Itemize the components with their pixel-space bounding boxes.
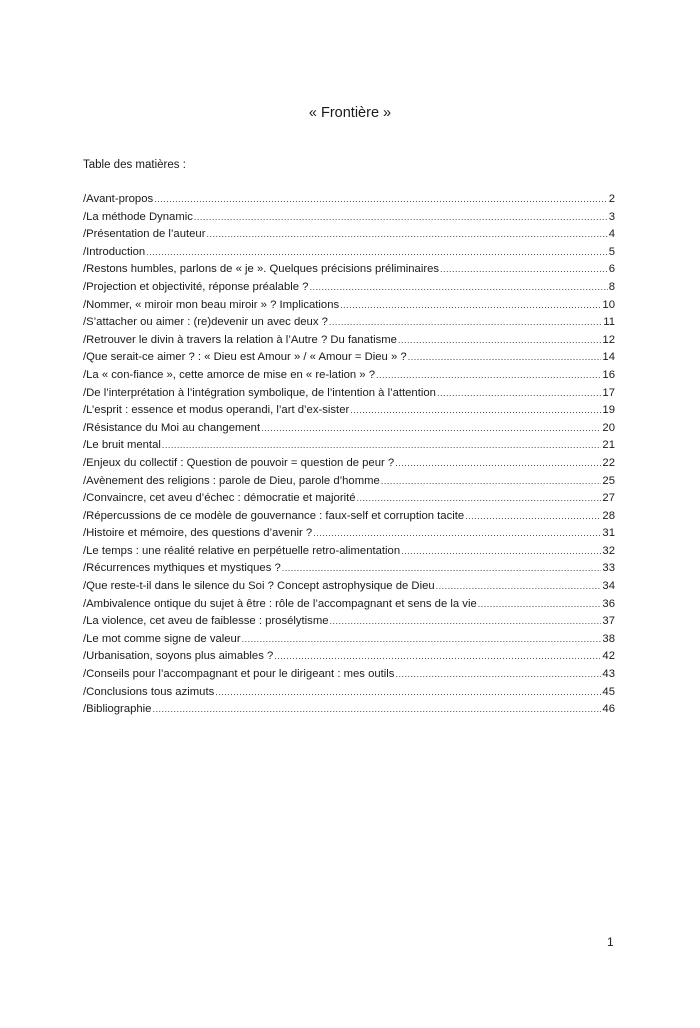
toc-leader-dots — [440, 264, 608, 274]
toc-leader-dots — [309, 282, 607, 292]
page-number: 1 — [607, 935, 614, 949]
toc-entry — [83, 281, 615, 299]
toc-entry — [83, 351, 615, 369]
toc-entry — [83, 510, 615, 528]
toc-entry — [83, 228, 615, 246]
toc-entry-page: 17 — [602, 386, 615, 399]
toc-entry-page: 5 — [608, 245, 615, 258]
toc-entry-page: 2 — [608, 193, 615, 205]
toc-entry — [83, 439, 615, 457]
toc-entry-title: /Convaincre, cet aveu d’échec : démocratie et majorité — [83, 492, 356, 505]
toc-entry — [83, 263, 615, 281]
toc-leader-dots — [152, 704, 601, 714]
toc-entry-page: 14 — [602, 351, 615, 364]
toc-entry-page: 19 — [602, 404, 615, 417]
toc-entry-title: /Le mot comme signe de valeur — [83, 632, 241, 645]
toc-entry-title: /Répercussions de ce modèle de gouvernance : faux-self et corruption tacite — [83, 509, 465, 522]
toc-entry-title: /Nommer, « miroir mon beau miroir » ? Implications — [83, 298, 340, 311]
toc-entry — [83, 211, 615, 229]
toc-entry-page: 10 — [602, 298, 615, 311]
toc-leader-dots — [398, 335, 601, 345]
toc-leader-dots — [162, 440, 602, 450]
toc-leader-dots — [350, 405, 601, 415]
toc-leader-dots — [478, 599, 602, 609]
toc-entry-title: /Que serait-ce aimer ? : « Dieu est Amour » / « Amour = Dieu » ? — [83, 351, 407, 364]
toc-entry-title: /Le temps : une réalité relative en perpétuelle retro-alimentation — [83, 544, 401, 557]
toc-entry-title: /Que reste-t-il dans le silence du Soi ? Concept astrophysique de Dieu — [83, 580, 435, 593]
toc-entry-page: 20 — [602, 421, 615, 434]
toc-entry — [83, 527, 615, 545]
toc-entry-page: 8 — [608, 280, 615, 293]
toc-entry-page: 25 — [602, 474, 615, 487]
toc-leader-dots — [437, 388, 601, 398]
toc-entry — [83, 404, 615, 422]
toc-leader-dots — [206, 229, 607, 239]
toc-entry-page: 38 — [602, 632, 615, 645]
toc-leader-dots — [261, 423, 601, 433]
toc-entry — [83, 475, 615, 493]
toc-entry-page: 11 — [603, 316, 615, 329]
toc-leader-dots — [194, 212, 608, 222]
toc-entry-title: /Récurrences mythiques et mystiques ? — [83, 562, 281, 575]
toc-entry-page: 37 — [602, 615, 615, 628]
toc-entry — [83, 387, 615, 405]
toc-entry-title: /Bibliographie — [83, 703, 152, 716]
toc-entry — [83, 334, 615, 352]
toc-leader-dots — [329, 317, 602, 327]
toc-entry-page: 4 — [608, 228, 615, 241]
toc-leader-dots — [154, 194, 608, 204]
toc-leader-dots — [465, 511, 601, 521]
toc-entry-page: 45 — [602, 685, 615, 698]
toc-leader-dots — [381, 476, 602, 486]
toc-entry — [83, 246, 615, 264]
toc-entry-title: /Introduction — [83, 245, 146, 258]
toc-entry-title: /Le bruit mental — [83, 439, 161, 452]
toc-entry — [83, 369, 615, 387]
toc-entry — [83, 299, 615, 317]
toc-entry-page: 3 — [608, 210, 615, 223]
toc-entry-title: /Conclusions tous azimuts — [83, 685, 215, 698]
toc-entry-page: 32 — [602, 544, 615, 557]
toc-entry — [83, 457, 615, 475]
toc-entry — [83, 598, 615, 616]
toc-entry — [83, 422, 615, 440]
toc-leader-dots — [408, 352, 602, 362]
toc-entry-page: 42 — [602, 650, 615, 663]
toc-entry-title: /Restons humbles, parlons de « je ». Quelques précisions préliminaires — [83, 263, 440, 276]
toc-entry-title: /S’attacher ou aimer : (re)devenir un avec deux ? — [83, 316, 328, 329]
toc-leader-dots — [274, 651, 601, 661]
toc-entry-title: /La méthode Dynamic — [83, 210, 193, 223]
toc-entry — [83, 703, 615, 721]
toc-entry-title: /De l’interprétation à l’intégration symbolique, de l’intention à l’attention — [83, 386, 436, 399]
toc-entry-page: 28 — [602, 509, 615, 522]
toc-leader-dots — [340, 300, 601, 310]
toc-entry-title: /Avant-propos — [83, 193, 154, 205]
toc-leader-dots — [395, 458, 601, 468]
toc-entry-page: 27 — [602, 492, 615, 505]
toc-entry-title: /Projection et objectivité, réponse préalable ? — [83, 280, 309, 293]
toc-heading: Table des matières : — [83, 159, 186, 171]
toc-entry-title: /Conseils pour l’accompagnant et pour le dirigeant : mes outils — [83, 668, 395, 681]
toc-leader-dots — [357, 493, 602, 503]
toc-entry — [83, 193, 615, 211]
toc-entry — [83, 316, 615, 334]
toc-entry-page: 36 — [602, 597, 615, 610]
toc-leader-dots — [313, 528, 601, 538]
toc-leader-dots — [215, 687, 601, 697]
toc-leader-dots — [330, 616, 602, 626]
toc-entry-title: /Ambivalence ontique du sujet à être : rôle de l’accompagnant et sens de la vie — [83, 597, 477, 610]
toc-entry-page: 43 — [602, 668, 615, 681]
toc-entry-title: /La violence, cet aveu de faiblesse : prosélytisme — [83, 615, 329, 628]
toc-entry-title: /Enjeux du collectif : Question de pouvoir = question de peur ? — [83, 456, 395, 469]
toc-entry-page: 33 — [602, 562, 615, 575]
toc-entry-page: 12 — [602, 333, 615, 346]
toc-entry — [83, 562, 615, 580]
toc-leader-dots — [401, 546, 601, 556]
toc-entry — [83, 650, 615, 668]
toc-entry-page: 16 — [602, 368, 615, 381]
toc-entry — [83, 492, 615, 510]
toc-leader-dots — [146, 247, 608, 257]
toc-leader-dots — [395, 669, 601, 679]
toc-entry-page: 34 — [602, 580, 615, 593]
toc-entry — [83, 633, 615, 651]
toc-entry-title: /Urbanisation, soyons plus aimables ? — [83, 650, 274, 663]
toc-entry-title: /Résistance du Moi au changement — [83, 421, 261, 434]
toc-entry-page: 21 — [602, 439, 615, 452]
document-title: « Frontière » — [308, 105, 392, 121]
toc-entry-title: /La « con-fiance », cette amorce de mise en « re-lation » ? — [83, 368, 375, 381]
toc-entry — [83, 668, 615, 686]
toc-entry-page: 6 — [608, 263, 615, 276]
toc-entry — [83, 545, 615, 563]
toc-leader-dots — [376, 370, 601, 380]
toc-entry-title: /Avènement des religions : parole de Dieu, parole d’homme — [83, 474, 380, 487]
toc-entry-title: /Histoire et mémoire, des questions d’avenir ? — [83, 527, 313, 540]
toc-entry-page: 22 — [602, 456, 615, 469]
table-of-contents — [83, 193, 615, 721]
toc-entry-title: /Présentation de l’auteur — [83, 228, 206, 241]
toc-leader-dots — [436, 581, 602, 591]
toc-entry-page: 31 — [602, 527, 615, 540]
toc-entry-page: 46 — [602, 703, 615, 716]
toc-entry-title: /Retrouver le divin à travers la relation à l’Autre ? Du fanatisme — [83, 333, 397, 346]
toc-entry-title: /L’esprit : essence et modus operandi, l’art d’ex-sister — [83, 404, 350, 417]
toc-entry — [83, 615, 615, 633]
toc-entry — [83, 580, 615, 598]
toc-entry — [83, 686, 615, 704]
toc-leader-dots — [242, 634, 602, 644]
toc-leader-dots — [282, 563, 602, 573]
